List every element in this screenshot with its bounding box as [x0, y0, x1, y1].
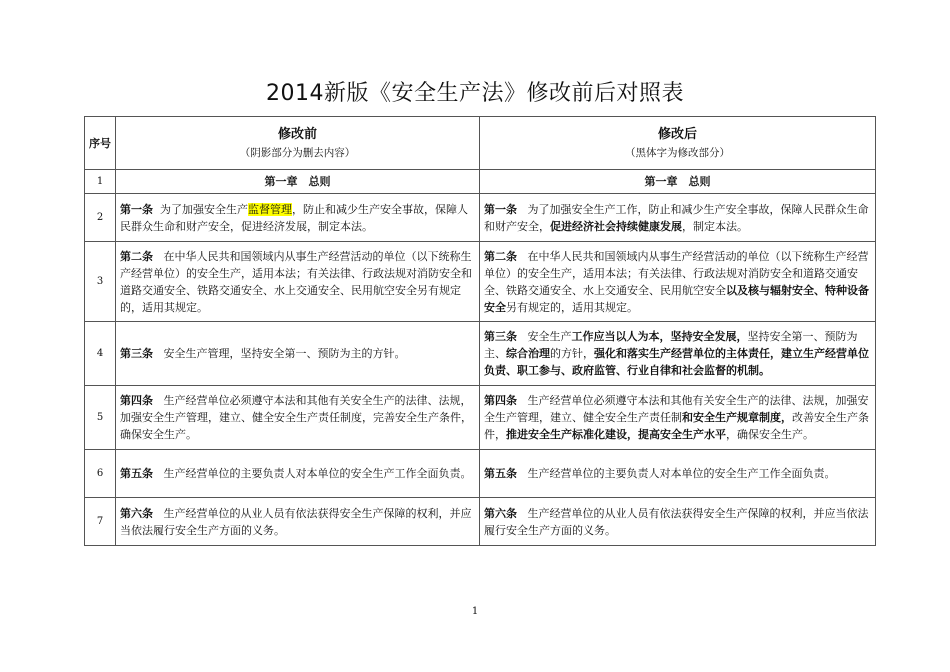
article-label: 第二条	[484, 249, 517, 263]
table-row	[85, 386, 876, 450]
deleted-highlight: 监督管理	[248, 202, 292, 216]
article-after	[480, 242, 876, 322]
header-after-title: 修改后	[657, 127, 697, 142]
article-label: 第三条	[484, 330, 517, 343]
text: 改善安全生产条件，	[484, 411, 869, 441]
text: 生产经营单位的从业人员有依法获得安全生产保障的权利，并应当依法履行安全生产方面的义务。	[120, 506, 472, 537]
table-header-row	[85, 117, 876, 170]
article-after	[480, 450, 876, 498]
article-before	[116, 322, 480, 386]
article-label: 第五条	[120, 467, 153, 480]
article-before	[116, 242, 480, 322]
text: 坚持安全第一、预防为主、	[484, 330, 858, 360]
row-number: 1	[85, 170, 116, 194]
row-number: 5	[85, 386, 116, 450]
chapter-heading-before: 第一章 总则	[116, 170, 480, 194]
text: 生产经营单位的主要负责人对本单位的安全生产工作全面负责。	[527, 467, 836, 480]
header-after-note: （黑体字为修改部分）	[625, 147, 730, 159]
amended-text: 工作应当以人为本，坚持安全发展，	[571, 330, 748, 343]
text: ，防止和减少生产安全事故，保障人民群众生命和财产安全，促进经济发展，制定本法。	[120, 202, 468, 233]
row-number: 7	[85, 498, 116, 546]
article-after	[480, 386, 876, 450]
table-row	[85, 242, 876, 322]
text: 另有规定的，适用其规定。	[506, 300, 638, 314]
text: 安全生产	[527, 330, 572, 343]
article-label: 第一条	[120, 202, 153, 216]
header-before-note: （阴影部分为删去内容）	[239, 147, 356, 159]
page-number: 1	[471, 606, 479, 617]
table-row	[85, 194, 876, 242]
article-label: 第四条	[120, 394, 153, 407]
table-row	[85, 498, 876, 546]
row-number: 3	[85, 242, 116, 322]
text: 生产经营单位必须遵守本法和其他有关安全生产的法律、法规，加强安全生产管理，建立、健全安全生产责任制	[484, 394, 869, 424]
article-before	[116, 498, 480, 546]
article-before	[116, 386, 480, 450]
text: 生产经营单位的从业人员有依法获得安全生产保障的权利，并应当依法履行安全生产方面的义务。	[484, 506, 869, 537]
text: 在中华人民共和国领域内从事生产经营活动的单位（以下统称生产经营单位）的安全生产，适用本法；有关法律、行政法规对消防安全和道路交通安全、铁路交通安全、水上交通安全、民用航空安全	[484, 249, 869, 297]
text: 为了加强安全生产工作，防止和减少生产安全事故，保障人民群众生命和财产安全，	[484, 202, 869, 233]
text: 生产经营单位的主要负责人对本单位的安全生产工作全面负责。	[163, 467, 472, 480]
header-no: 序号	[85, 117, 116, 170]
article-label: 第一条	[484, 202, 517, 216]
article-label: 第三条	[120, 347, 153, 360]
article-label: 第六条	[120, 506, 153, 520]
amended-text: 以及核与辐射安全、特种设备安全	[484, 283, 869, 314]
amended-text: 综合治理	[506, 347, 550, 360]
amended-text: 强化和落实生产经营单位的主体责任，建立生产经营单位负责、职工参与、政府监管、行业自律和社会监督的机制。	[484, 347, 869, 377]
article-after	[480, 498, 876, 546]
amended-text: 促进经济社会持续健康发展	[550, 219, 682, 233]
row-number: 2	[85, 194, 116, 242]
header-before	[116, 117, 480, 170]
article-before	[116, 450, 480, 498]
article-label: 第四条	[484, 394, 517, 407]
table-row	[85, 322, 876, 386]
row-number: 4	[85, 322, 116, 386]
header-after	[480, 117, 876, 170]
article-label: 第六条	[484, 506, 517, 520]
article-before	[116, 194, 480, 242]
table-row	[85, 450, 876, 498]
document-title: 2014新版《安全生产法》修改前后对照表	[266, 81, 684, 106]
chapter-heading-after: 第一章 总则	[480, 170, 876, 194]
text: ，制定本法。	[682, 219, 748, 233]
amended-text: 和安全生产规章制度，	[682, 411, 792, 424]
comparison-table	[84, 116, 876, 546]
amended-text: 推进安全生产标准化建设，提高安全生产水平	[506, 428, 726, 441]
article-label: 第五条	[484, 467, 517, 480]
text: 安全生产管理，坚持安全第一、预防为主的方针。	[163, 347, 406, 360]
header-before-title: 修改前	[277, 127, 317, 142]
text: 生产经营单位必须遵守本法和其他有关安全生产的法律、法规，加强安全生产管理，建立、健全安全生产责任制度，完善安全生产条件，确保安全生产。	[120, 394, 472, 441]
text: 的方针，	[550, 347, 594, 360]
article-label: 第二条	[120, 249, 153, 263]
article-after	[480, 194, 876, 242]
text: 在中华人民共和国领域内从事生产经营活动的单位（以下统称生产经营单位）的安全生产，适用本法；有关法律、行政法规对消防安全和道路交通安全、铁路交通安全、水上交通安全、民用航空安全另有规定的，适用其规定。	[120, 249, 472, 314]
text: ，确保安全生产。	[726, 428, 814, 441]
text: 为了加强安全生产	[160, 202, 248, 216]
article-after	[480, 322, 876, 386]
row-number: 6	[85, 450, 116, 498]
table-row	[85, 170, 876, 194]
